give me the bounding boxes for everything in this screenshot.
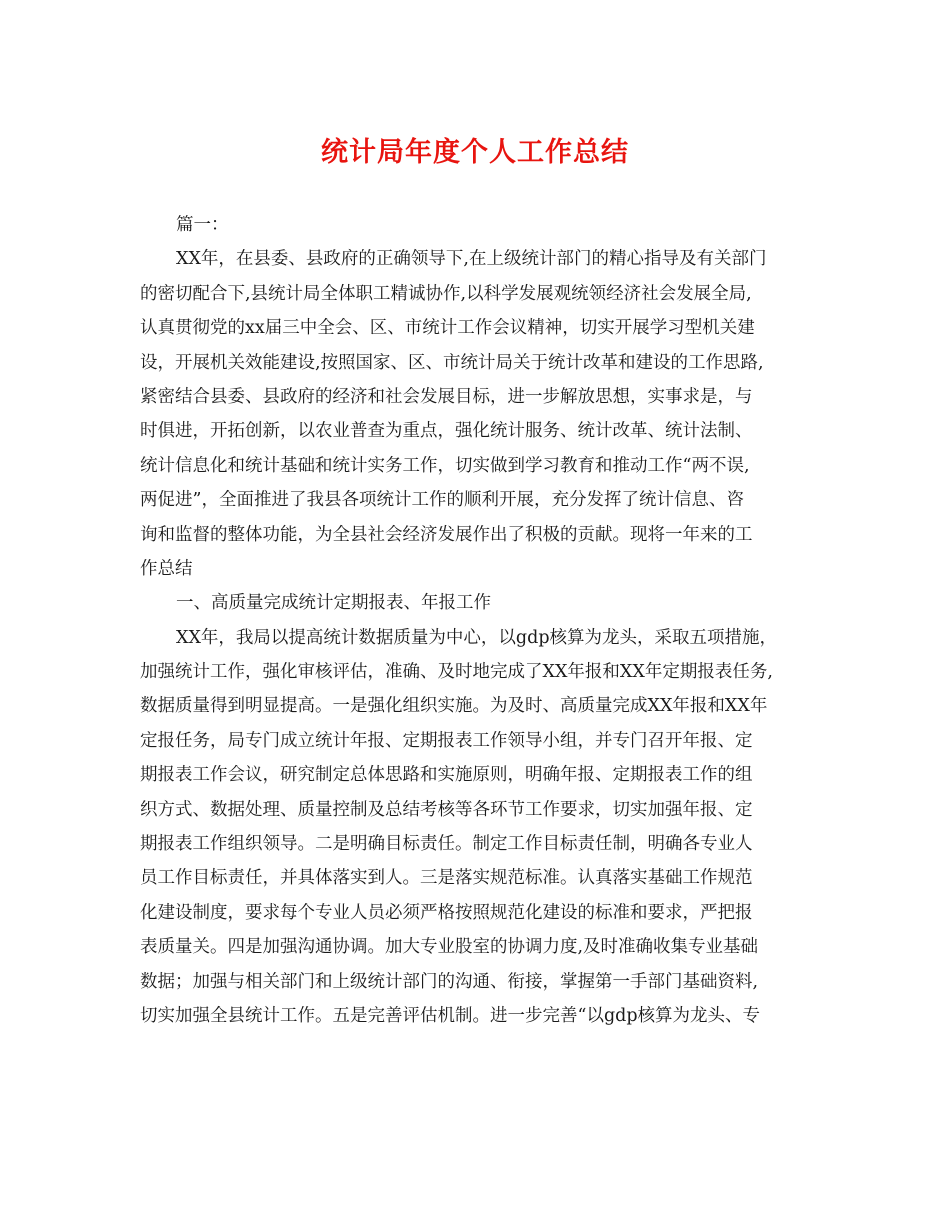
paragraph-line: 数据；加强与相关部门和上级统计部门的沟通、衔接，掌握第一手部门基础资料, bbox=[140, 971, 759, 992]
paragraph-line: 期报表工作组织领导。二是明确目标责任。制定工作目标责任制，明确各专业人 bbox=[140, 834, 753, 855]
paragraph-line: 作总结 bbox=[140, 558, 193, 579]
paragraph-line: 询和监督的整体功能，为全县社会经济发展作出了积极的贡献。现将一年来的工 bbox=[140, 524, 753, 545]
paragraph-line: 数据质量得到明显提高。一是强化组织实施。为及时、高质量完成XX年报和XX年 bbox=[140, 696, 768, 717]
paragraph-line: 统计信息化和统计基础和统计实务工作，切实做到学习教育和推动工作“两不误, bbox=[140, 455, 750, 476]
paragraph-line: 期报表工作会议，研究制定总体思路和实施原则，明确年报、定期报表工作的组 bbox=[140, 765, 753, 786]
paragraph-line: 加强统计工作，强化审核评估，准确、及时地完成了XX年报和XX年定期报表任务, bbox=[140, 662, 773, 683]
paragraph-line: 定报任务，局专门成立统计年报、定期报表工作领导小组，并专门召开年报、定 bbox=[140, 730, 753, 751]
section-label: 篇一： bbox=[176, 215, 229, 235]
paragraph-line: 认真贯彻党的xx届三中全会、区、市统计工作会议精神，切实开展学习型机关建 bbox=[140, 318, 755, 339]
section-heading: 一、高质量完成统计定期报表、年报工作 bbox=[176, 593, 491, 614]
document-title: 统计局年度个人工作总结 bbox=[321, 137, 629, 168]
paragraph-line: 紧密结合县委、县政府的经济和社会发展目标，进一步解放思想，实事求是，与 bbox=[140, 386, 753, 407]
paragraph-line: 织方式、数据处理、质量控制及总结考核等各环节工作要求，切实加强年报、定 bbox=[140, 799, 753, 820]
document-body bbox=[140, 208, 812, 1033]
paragraph-line: 设，开展机关效能建设,按照国家、区、市统计局关于统计改革和建设的工作思路, bbox=[140, 352, 764, 373]
paragraph-line: 员工作目标责任，并具体落实到人。三是落实规范标准。认真落实基础工作规范 bbox=[140, 868, 753, 889]
paragraph-line: 时俱进，开拓创新，以农业普查为重点，强化统计服务、统计改革、统计法制、 bbox=[140, 421, 753, 442]
paragraph-line: XX年，在县委、县政府的正确领导下,在上级统计部门的精心指导及有关部门 bbox=[176, 249, 767, 270]
paragraph-line: 表质量关。四是加强沟通协调。加大专业股室的协调力度,及时准确收集专业基础 bbox=[140, 937, 759, 958]
paragraph-line: 的密切配合下,县统计局全体职工精诚协作,以科学发展观统领经济社会发展全局, bbox=[140, 283, 752, 304]
paragraph-line: 切实加强全县统计工作。五是完善评估机制。进一步完善“以gdp核算为龙头、专 bbox=[140, 1005, 761, 1026]
paragraph-line: XX年，我局以提高统计数据质量为中心，以gdp核算为龙头，采取五项措施， bbox=[176, 627, 778, 648]
paragraph-line: 化建设制度，要求每个专业人员必须严格按照规范化建设的标准和要求，严把报 bbox=[140, 902, 753, 923]
paragraph-line: 两促进”，全面推进了我县各项统计工作的顺利开展，充分发挥了统计信息、咨 bbox=[140, 490, 744, 511]
